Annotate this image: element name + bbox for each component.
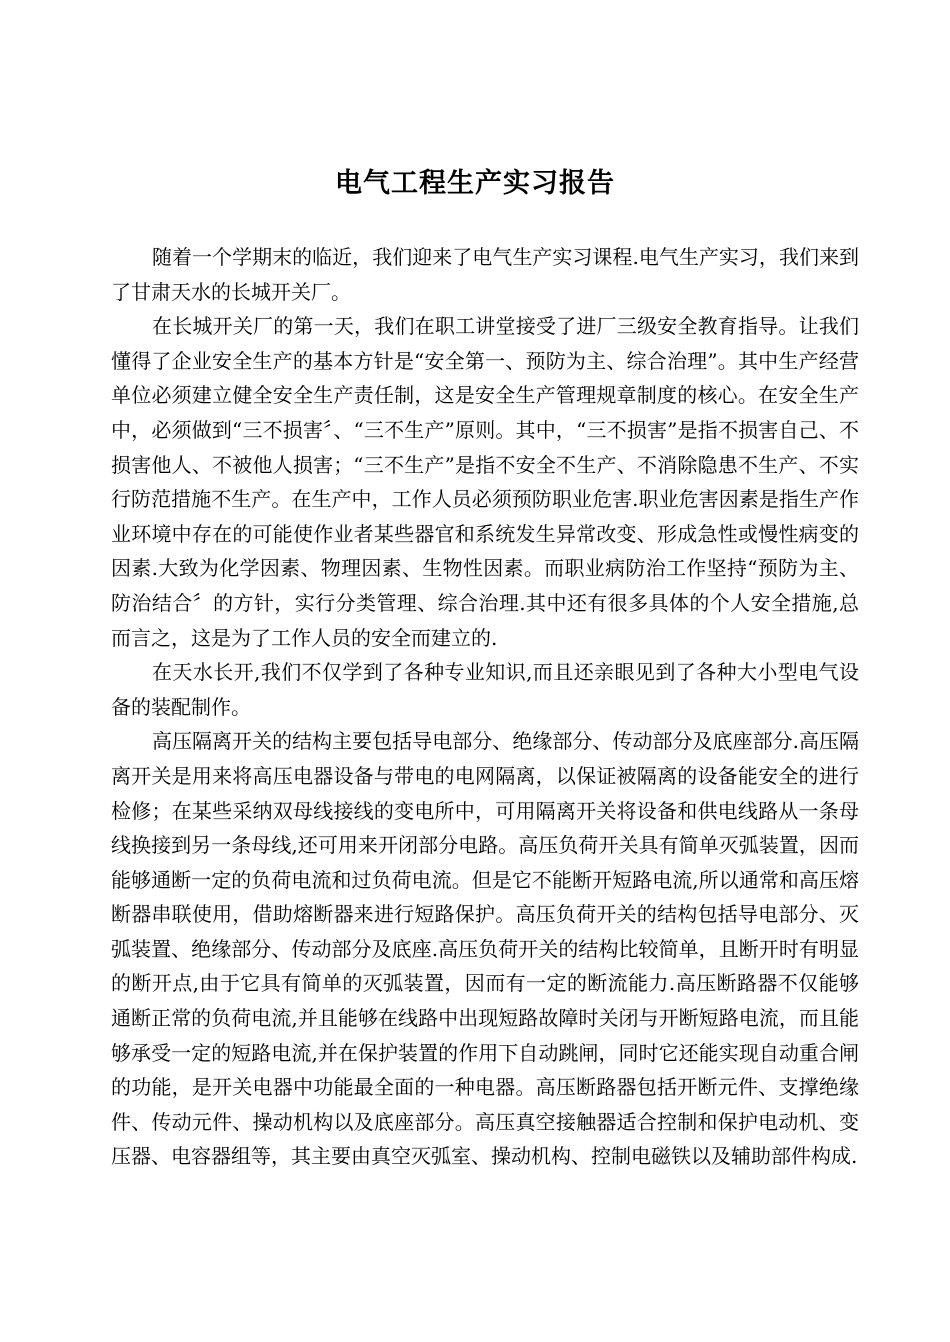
paragraph-intro: 随着一个学期末的临近，我们迎来了电气生产实习课程.电气生产实习，我们来到了甘肃天水的长城开关厂。 xyxy=(111,245,859,304)
paragraph-equipment-overview: 在天水长开,我们不仅学到了各种专业知识,而且还亲眼见到了各种大小型电气设备的装配制作。 xyxy=(111,660,859,719)
document-title: 电气工程生产实习报告 xyxy=(335,168,615,199)
document-body xyxy=(111,240,859,1174)
paragraph-safety-education: 在长城开关厂的第一天，我们在职工讲堂接受了进厂三级安全教育指导。让我们懂得了企业安全生产的基本方针是“安全第一、预防为主、综合治理”。其中生产经营单位必须建立健全安全生产责任制，这是安全生产管理规章制度的核心。在安全生产中，必须做到“三不损害〞、“三不生产”原则。其中，“三不损害”是指不损害自己、不损害他人、不被他人损害；“三不生产”是指不安全不生产、不消除隐患不生产、不实行防范措施不生产。在生产中，工作人员必须预防职业危害.职业危害因素是指生产作业环境中存在的可能使作业者某些器官和系统发生异常改变、形成急性或慢性病变的因素.大致为化学因素、物理因素、生物性因素。而职业病防治工作坚持“预防为主、防治结合〞的方针，实行分类管理、综合治理.其中还有很多具体的个人安全措施,总而言之，这是为了工作人员的安全而建立的. xyxy=(111,314,859,650)
paragraph-high-voltage-switches: 高压隔离开关的结构主要包括导电部分、绝缘部分、传动部分及底座部分.高压隔离开关是用来将高压电器设备与带电的电网隔离，以保证被隔离的设备能安全的进行检修；在某些采纳双母线接线的变电所中，可用隔离开关将设备和供电线路从一条母线换接到另一条母线,还可用来开闭部分电路。高压负荷开关具有简单灭弧装置，因而能够通断一定的负荷电流和过负荷电流。但是它不能断开短路电流,所以通常和高压熔断器串联使用，借助熔断器来进行短路保护。高压负荷开关的结构包括导电部分、灭弧装置、绝缘部分、传动部分及底座.高压负荷开关的结构比较简单，且断开时有明显的断开点,由于它具有简单的灭弧装置，因而有一定的断流能力.高压断路器不仅能够通断正常的负荷电流,并且能够在线路中出现短路故障时关闭与开断短路电流，而且能够承受一定的短路电流,并在保护装置的作用下自动跳闸，同时它还能实现自动重合闸的功能，是开关电器中功能最全面的一种电器。高压断路器包括开断元件、支撑绝缘件、传动元件、操动机构以及底座部分。高压真空接触器适合控制和保护电动机、变压器、电容器组等，其主要由真空灭弧室、操动机构、控制电磁铁以及辅助部件构成. xyxy=(111,729,859,1169)
